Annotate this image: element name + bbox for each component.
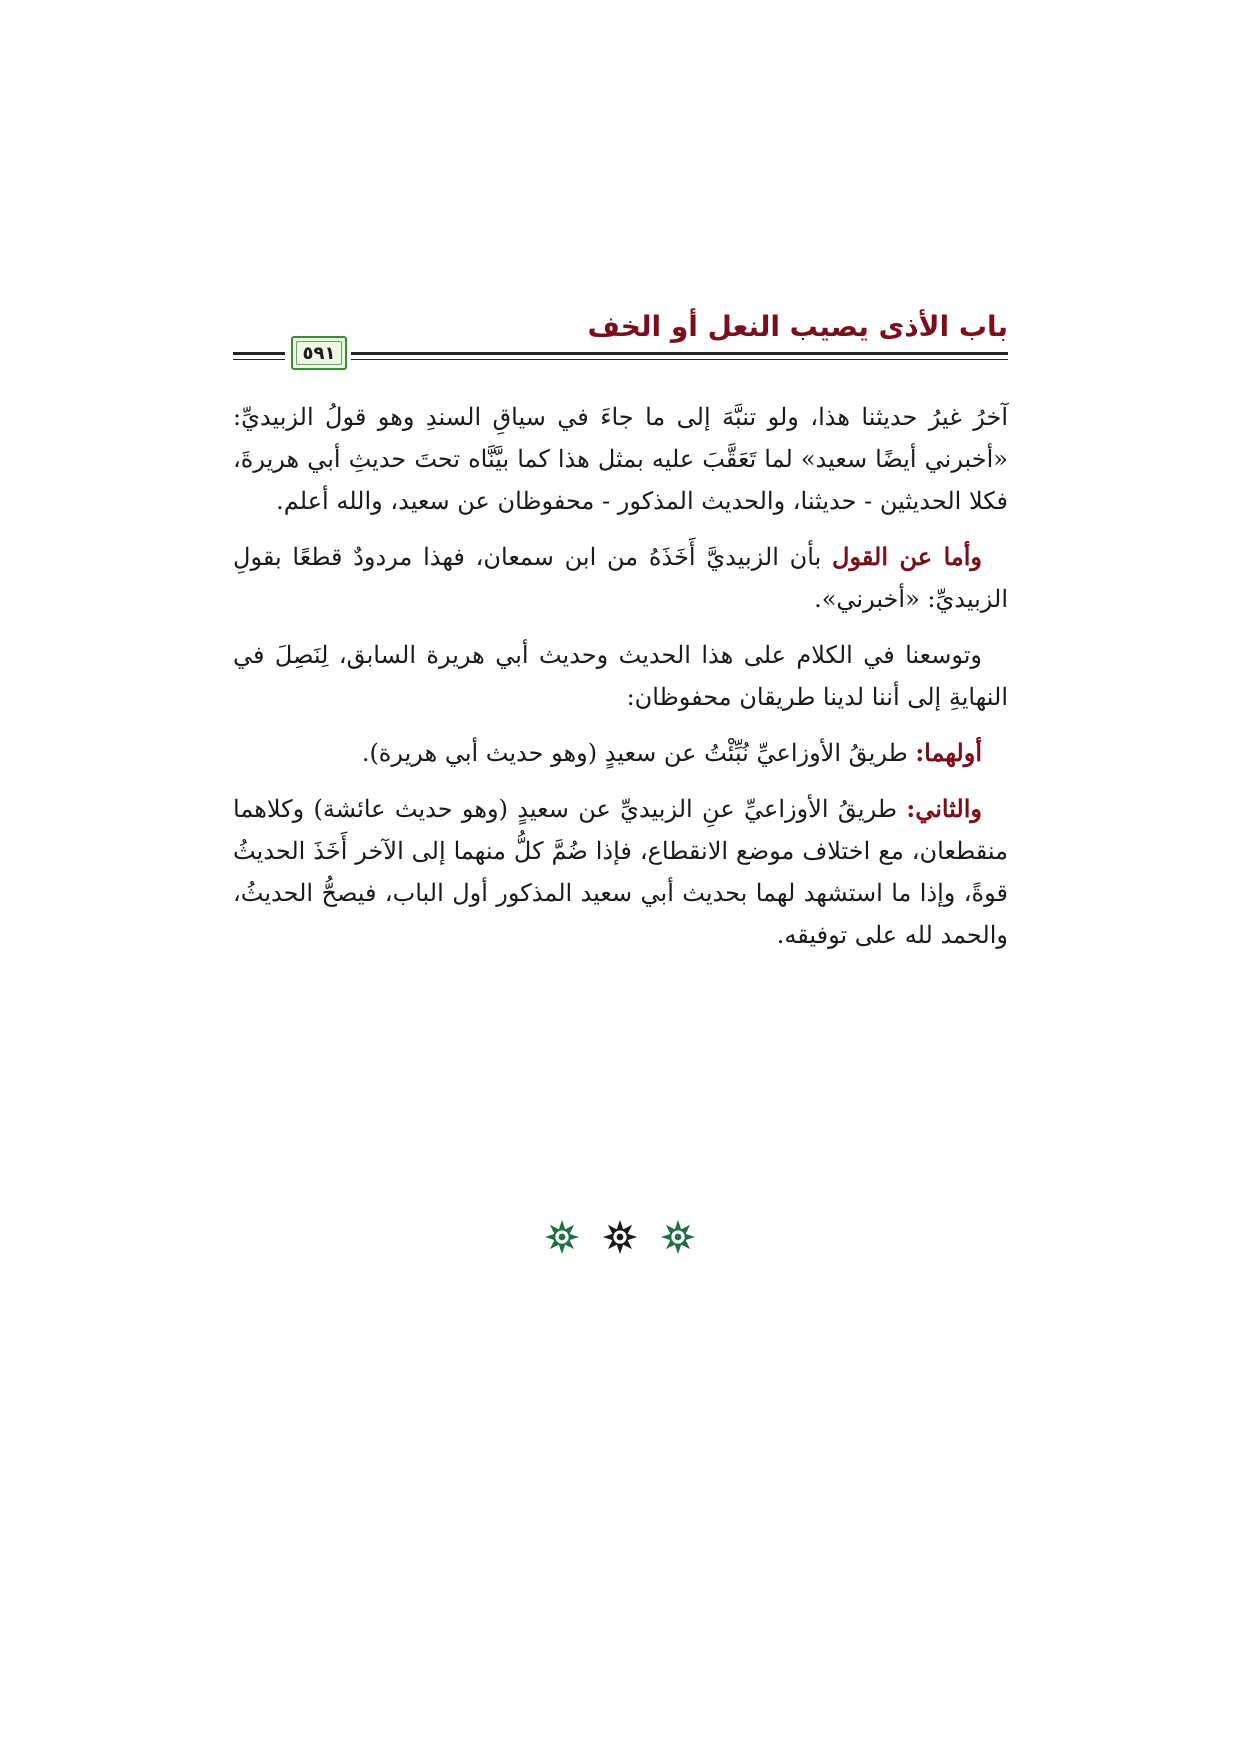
paragraph-5 [233, 788, 1008, 956]
header-rule-left [233, 352, 285, 355]
header-rule-right [351, 352, 1008, 355]
paragraph-lead: أولهما: [915, 738, 982, 767]
paragraph-text: بأن الزبيديَّ أَخَذَهُ من ابن سمعان، فهذا مردودٌ قطعًا بقولِ الزبيديِّ: «أخبرني». [233, 543, 1008, 613]
flower-ornament-icon [543, 1218, 581, 1256]
page-number: ٥٩١ [302, 342, 336, 364]
flower-ornament-icon [601, 1218, 639, 1256]
paragraph-lead: وأما عن القول [832, 542, 983, 571]
section-end-ornament [0, 1218, 1240, 1256]
page-header [233, 310, 1008, 390]
paragraph-text: آخرُ غيرُ حديثنا هذا، ولو تنبَّهَ إلى ما جاءَ في سياقِ السندِ وهو قولُ الزبيديِّ: «أخبرني أيضًا سعيد» لما تَعَقَّبَ عليه بمثل هذا كما بيَّنَّاه تحتَ حديثِ أبي هريرةَ، فكلا الحديثين - حديثنا، والحديث المذكور - محفوظان عن سعيد، والله أعلم. [233, 403, 1009, 515]
paragraph-4 [233, 732, 1008, 774]
paragraph-text: طريقُ الأوزاعيِّ عنِ الزبيديِّ عن سعيدٍ (وهو حديث عائشة) وكلاهما منقطعان، مع اختلاف موضع الانقطاع، فإذا ضُمَّ كلُّ منهما إلى الآخر أَخَذَ الحديثُ قوةً، وإذا ما استشهد لهما بحديث أبي سعيد المذكور أول الباب، فيصحُّ الحديثُ، والحمد لله على توفيقه. [233, 795, 1008, 949]
paragraph-lead: والثاني: [906, 794, 982, 823]
paragraph-2 [233, 536, 1008, 620]
paragraph-3 [233, 634, 1008, 718]
paragraph-1 [233, 396, 1008, 522]
flower-ornament-icon [659, 1218, 697, 1256]
page-number-badge [291, 336, 347, 370]
paragraph-text: وتوسعنا في الكلام على هذا الحديث وحديث أبي هريرة السابق، لِنَصِلَ في النهايةِ إلى أننا لدينا طريقان محفوظان: [233, 641, 1008, 711]
body-text [233, 396, 1008, 970]
chapter-title: باب الأذى يصيب النعل أو الخف [587, 310, 1008, 343]
paragraph-text: طريقُ الأوزاعيِّ نُبِّئْتُ عن سعيدٍ (وهو حديث أبي هريرة). [361, 739, 916, 767]
